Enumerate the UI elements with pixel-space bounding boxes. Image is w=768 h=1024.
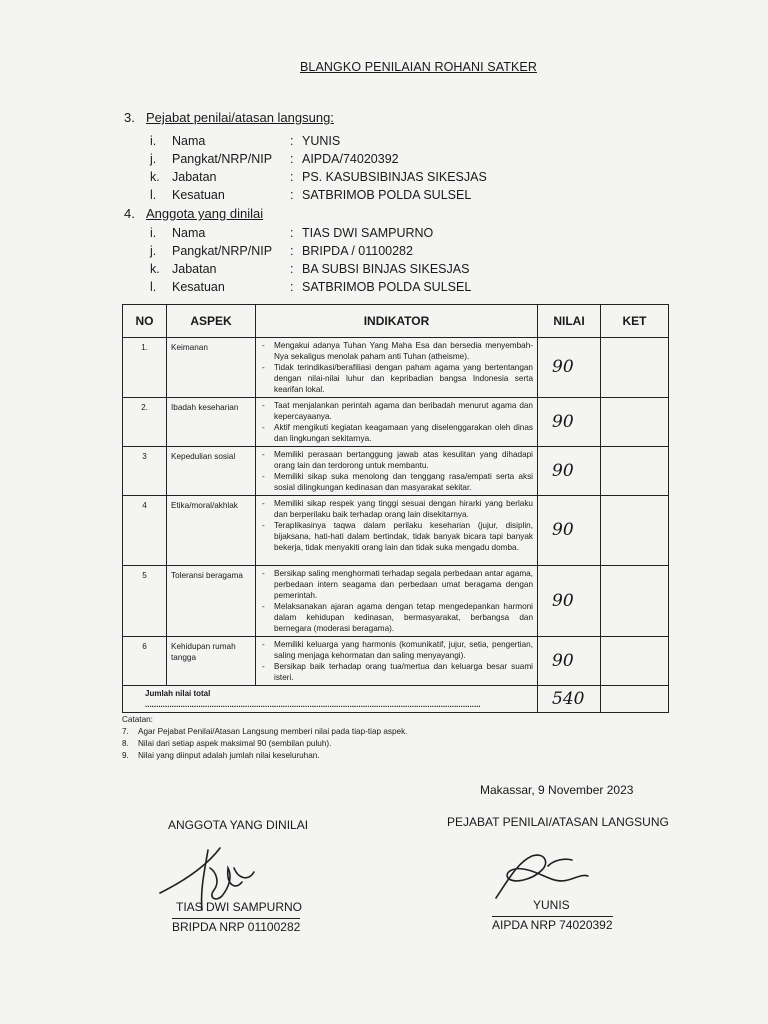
row-ket xyxy=(601,447,669,496)
field-colon: : xyxy=(290,188,294,202)
note-text: Nilai yang diinput adalah jumlah nilai keseluruhan. xyxy=(138,751,320,760)
header-indikator: INDIKATOR xyxy=(256,305,538,338)
field-value: SATBRIMOB POLDA SULSEL xyxy=(302,280,472,294)
table-row xyxy=(123,566,669,637)
field-colon: : xyxy=(290,280,294,294)
row-ket xyxy=(601,398,669,447)
field-colon: : xyxy=(290,262,294,276)
row-ket xyxy=(601,566,669,637)
section-title: Pejabat penilai/atasan langsung: xyxy=(146,110,334,125)
note-item xyxy=(122,750,407,762)
section-title: Anggota yang dinilai xyxy=(146,206,264,221)
field-value: YUNIS xyxy=(302,134,341,148)
field-colon: : xyxy=(290,134,294,148)
field-letter: k. xyxy=(150,262,160,276)
field-letter: k. xyxy=(150,170,160,184)
note-text: Agar Pejabat Penilai/Atasan Langsung memberi nilai pada tiap-tiap aspek. xyxy=(138,727,408,736)
row-indikator xyxy=(256,398,538,447)
row-number: 3 xyxy=(123,447,167,496)
field-value: SATBRIMOB POLDA SULSEL xyxy=(302,188,472,202)
row-nilai: 90 xyxy=(538,496,601,566)
row-ket xyxy=(601,338,669,398)
row-nilai: 90 xyxy=(538,637,601,686)
note-number: 8. xyxy=(122,739,129,748)
indikator-item: - Aktif mengikuti kegiatan keagamaan yang diselenggarakan oleh dinas dan lingkungan sekitarnya. xyxy=(260,422,533,444)
total-label: Jumlah nilai total ....................................................................................................................................................... xyxy=(123,686,538,713)
notes xyxy=(122,714,407,762)
field-letter: l. xyxy=(150,280,157,294)
row-indikator xyxy=(256,566,538,637)
field-label: Kesatuan xyxy=(172,280,225,294)
header-nilai: NILAI xyxy=(538,305,601,338)
document-title: BLANGKO PENILAIAN ROHANI SATKER xyxy=(300,60,537,74)
field-colon: : xyxy=(290,152,294,166)
section-number: 4. xyxy=(124,206,135,221)
row-aspek: Kehidupan rumah tangga xyxy=(167,637,256,686)
table-row xyxy=(123,447,669,496)
indikator-item: - Melaksanakan ajaran agama dengan tetap mengedepankan harmoni dalam kehidupan kedinasan, bermasyarakat, berbangsa dan bernegara (moderasi beragama). xyxy=(260,601,533,634)
row-indikator xyxy=(256,338,538,398)
signer-right-nrp: AIPDA NRP 74020392 xyxy=(492,918,613,932)
row-number: 5 xyxy=(123,566,167,637)
signer-right-name: YUNIS xyxy=(533,898,570,912)
row-aspek: Kepedulian sosial xyxy=(167,447,256,496)
field-value: BRIPDA / 01100282 xyxy=(302,244,413,258)
field-value: PS. KASUBSIBINJAS SIKESJAS xyxy=(302,170,487,184)
row-number: 1. xyxy=(123,338,167,398)
field-anggota-pangkat xyxy=(150,244,413,258)
field-colon: : xyxy=(290,226,294,240)
field-anggota-kesatuan xyxy=(150,280,471,294)
field-label: Jabatan xyxy=(172,262,217,276)
row-aspek: Etika/moral/akhlak xyxy=(167,496,256,566)
row-number: 2. xyxy=(123,398,167,447)
field-anggota-jabatan xyxy=(150,262,469,276)
field-letter: j. xyxy=(150,152,157,166)
field-colon: : xyxy=(290,244,294,258)
indikator-item: - Tidak terindikasi/berafiliasi dengan paham agama yang bertentangan dengan nilai-nilai luhur dan kepribadian bangsa Indonesia serta kearifan lokal. xyxy=(260,362,533,395)
row-nilai: 90 xyxy=(538,398,601,447)
assessment-table xyxy=(122,304,669,713)
indikator-item: - Bersikap baik terhadap orang tua/mertua dan keluarga besar suami isteri. xyxy=(260,661,533,683)
place-date: Makassar, 9 November 2023 xyxy=(480,783,634,797)
signer-right-role: PEJABAT PENILAI/ATASAN LANGSUNG xyxy=(447,815,669,829)
note-number: 7. xyxy=(122,727,129,736)
field-label: Jabatan xyxy=(172,170,217,184)
table-row xyxy=(123,398,669,447)
field-penilai-jabatan xyxy=(150,170,487,184)
row-aspek: Keimanan xyxy=(167,338,256,398)
field-anggota-nama xyxy=(150,226,433,240)
row-nilai: 90 xyxy=(538,338,601,398)
row-ket xyxy=(601,496,669,566)
note-item xyxy=(122,738,407,750)
table-row xyxy=(123,496,669,566)
row-indikator xyxy=(256,496,538,566)
indikator-item: - Taat menjalankan perintah agama dan beribadah menurut agama dan kepercayaanya. xyxy=(260,400,533,422)
indikator-item: - Memiliki sikap respek yang tinggi sesuai dengan hirarki yang berlaku dan berperilaku baik terhadap orang lain disekitarnya. xyxy=(260,498,533,520)
indikator-item: - Mengakui adanya Tuhan Yang Maha Esa dan bersedia menyembah-Nya sekaligus menolak paham anti Tuhan (atheisme). xyxy=(260,340,533,362)
field-letter: l. xyxy=(150,188,157,202)
indikator-item: - Bersikap saling menghormati terhadap segala perbedaan antar agama, perbedaan intern seagama dan perbedaan umat beragama dengan pemerintah. xyxy=(260,568,533,601)
row-indikator xyxy=(256,637,538,686)
section-4-heading xyxy=(124,206,263,221)
row-number: 4 xyxy=(123,496,167,566)
total-value: 540 xyxy=(538,686,601,713)
field-value: BA SUBSI BINJAS SIKESJAS xyxy=(302,262,470,276)
indikator-item: - Memiliki perasaan bertanggung jawab atas kesulitan yang dihadapi orang lain dan terdorong untuk membantu. xyxy=(260,449,533,471)
section-number: 3. xyxy=(124,110,135,125)
field-letter: i. xyxy=(150,226,157,240)
note-number: 9. xyxy=(122,751,129,760)
row-ket xyxy=(601,637,669,686)
note-text: Nilai dari setiap aspek maksimal 90 (sembilan puluh). xyxy=(138,739,332,748)
signer-left-role: ANGGOTA YANG DINILAI xyxy=(168,818,309,832)
field-label: Kesatuan xyxy=(172,188,225,202)
signer-left-nrp: BRIPDA NRP 01100282 xyxy=(172,920,301,934)
field-letter: j. xyxy=(150,244,157,258)
field-label: Nama xyxy=(172,134,206,148)
row-number: 6 xyxy=(123,637,167,686)
total-row xyxy=(123,686,669,713)
field-label: Pangkat/NRP/NIP xyxy=(172,244,273,258)
table-row xyxy=(123,338,669,398)
field-label: Pangkat/NRP/NIP xyxy=(172,152,273,166)
row-indikator xyxy=(256,447,538,496)
field-penilai-pangkat xyxy=(150,152,399,166)
section-3-heading xyxy=(124,110,334,125)
field-penilai-kesatuan xyxy=(150,188,471,202)
field-label: Nama xyxy=(172,226,206,240)
total-ket xyxy=(601,686,669,713)
field-colon: : xyxy=(290,170,294,184)
table-row xyxy=(123,637,669,686)
indikator-item: - Memiliki keluarga yang harmonis (komunikatif, jujur, setia, pengertian, saling menjaga kehormatan dan saling menyayangi). xyxy=(260,639,533,661)
note-item xyxy=(122,726,407,738)
notes-heading: Catatan: xyxy=(122,715,153,724)
header-aspek: ASPEK xyxy=(167,305,256,338)
row-nilai: 90 xyxy=(538,566,601,637)
field-letter: i. xyxy=(150,134,157,148)
row-aspek: Ibadah keseharian xyxy=(167,398,256,447)
header-no: NO xyxy=(123,305,167,338)
signer-left-name: TIAS DWI SAMPURNO xyxy=(176,900,303,914)
row-nilai: 90 xyxy=(538,447,601,496)
indikator-item: - Memiliki sikap suka menolong dan tenggang rasa/empati serta aksi sosial dilingkungan kedinasan dan masyarakat sekitar. xyxy=(260,471,533,493)
header-ket: KET xyxy=(601,305,669,338)
field-value: AIPDA/74020392 xyxy=(302,152,399,166)
table-header-row xyxy=(123,305,669,338)
field-value: TIAS DWI SAMPURNO xyxy=(302,226,434,240)
field-penilai-nama xyxy=(150,134,340,148)
row-aspek: Toleransi beragama xyxy=(167,566,256,637)
indikator-item: - Teraplikasinya taqwa dalam perilaku keseharian (jujur, disiplin, bijaksana, hati-hati dalam bertindak, tidak banyak bicara tapi banyak bekerja, tidak menyakiti orang lain dan tidak suka mengadu domba. xyxy=(260,520,533,553)
